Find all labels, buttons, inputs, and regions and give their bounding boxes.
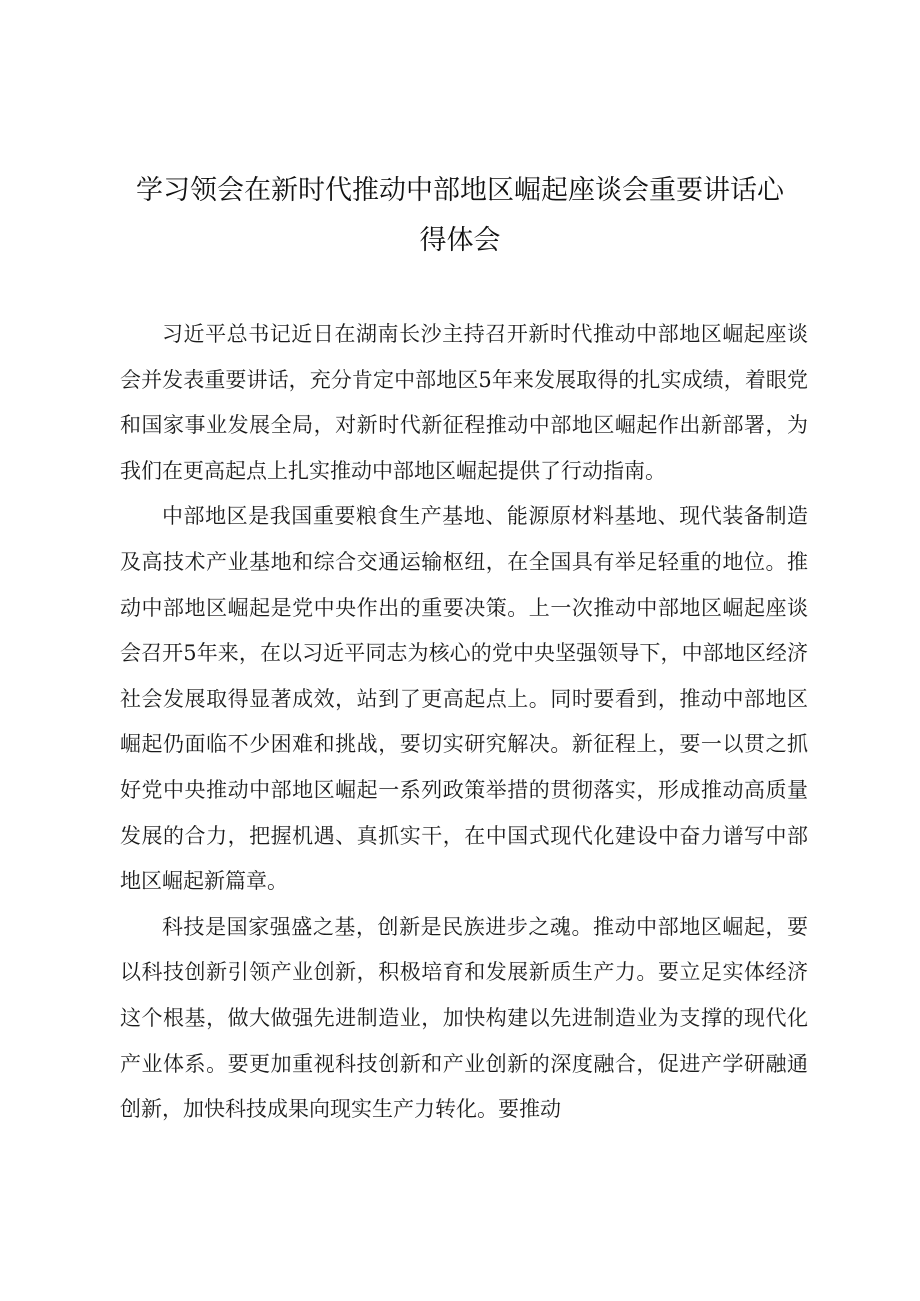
paragraph-1: 习近平总书记近日在湖南长沙主持召开新时代推动中部地区崛起座谈会并发表重要讲话，充分肯定中部地区5年来发展取得的扎实成绩，着眼党和国家事业发展全局，对新时代新征程推动中部地区崛起作出新部署，为我们在更高起点上扎实推动中部地区崛起提供了行动指南。 (120, 322, 808, 483)
paragraph-2: 中部地区是我国重要粮食生产基地、能源原材料基地、现代装备制造及高技术产业基地和综合交通运输枢纽，在全国具有举足轻重的地位。推动中部地区崛起是党中央作出的重要决策。上一次推动中部地区崛起座谈会召开5年来，在以习近平同志为核心的党中央坚强领导下，中部地区经济社会发展取得显著成效，站到了更高起点上。同时要看到，推动中部地区崛起仍面临不少困难和挑战，要切实研究解决。新征程上，要一以贯之抓好党中央推动中部地区崛起一系列政策举措的贯彻落实，形成推动高质量发展的合力，把握机遇、真抓实干，在中国式现代化建设中奋力谱写中部地区崛起新篇章。 (120, 504, 808, 894)
title-line-2: 得体会 (419, 225, 501, 256)
document-title (110, 166, 810, 266)
title-line-1: 学习领会在新时代推动中部地区崛起座谈会重要讲话心 (136, 175, 784, 206)
paragraph-3: 科技是国家强盛之基，创新是民族进步之魂。推动中部地区崛起，要以科技创新引领产业创新，积极培育和发展新质生产力。要立足实体经济这个根基，做大做强先进制造业，加快构建以先进制造业为支撑的现代化产业体系。要更加重视科技创新和产业创新的深度融合，促进产学研融通创新，加快科技成果向现实生产力转化。要推动 (120, 914, 808, 1122)
document-body (120, 312, 808, 1133)
